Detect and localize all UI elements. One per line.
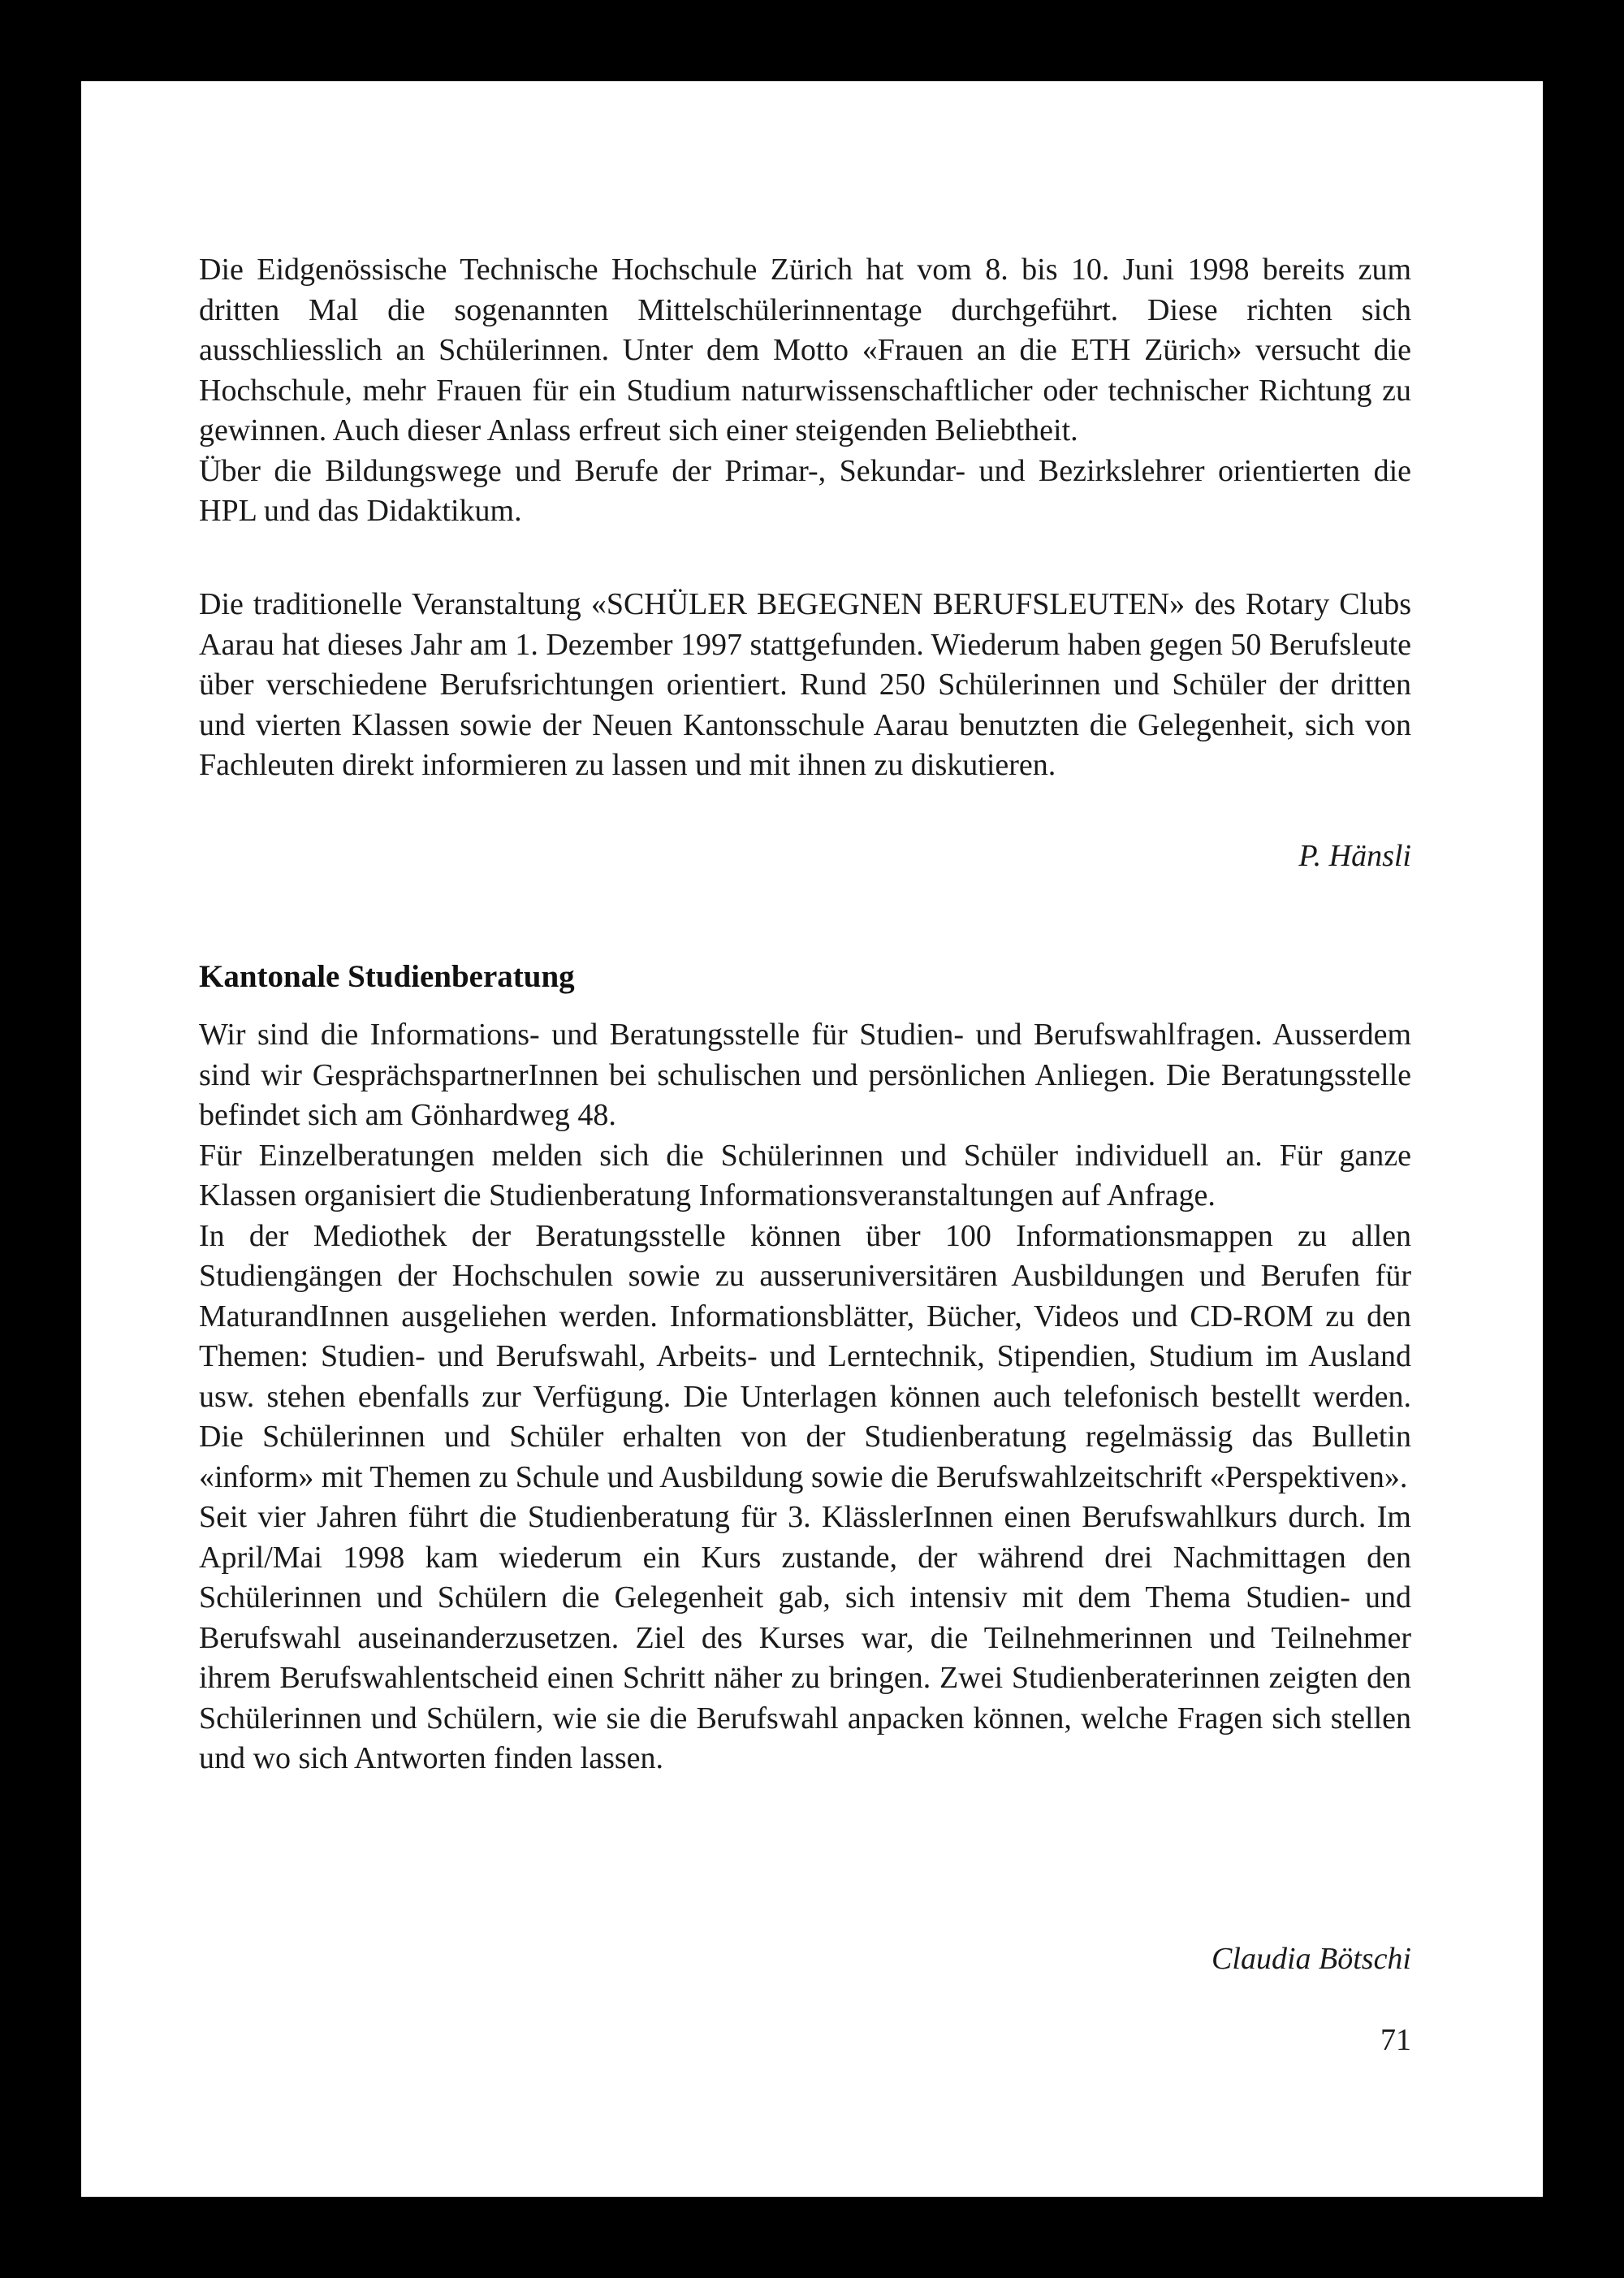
rotary-paragraph: Die traditionelle Veranstaltung «SCHÜLER BEGEGNEN BERUFSLEUTEN» des Rotary Clubs Aarau hat dieses Jahr am 1. Dezember 1997 stattgefunden. Wiederum haben gegen 50 Berufsleute über verschiedene Berufsrichtungen orientiert. Rund 250 Schülerinnen und Schüler der dritten und vierten Klassen sowie der Neuen Kantonsschule Aarau benutzten die Gelegenheit, sich von Fachleuten direkt informieren zu lassen und mit ihnen zu diskutieren. (199, 587, 1411, 782)
studienberatung-paragraph-1: Wir sind die Informations- und Beratungsstelle für Studien- und Berufswahlfragen. Ausserdem sind wir GesprächspartnerInnen bei schulischen und persönlichen Anliegen. Die Beratungsstelle befindet sich am Gönhardweg 48. (199, 1018, 1411, 1132)
rotary-section (199, 585, 1411, 786)
page-number: 71 (1380, 2023, 1411, 2057)
eth-section (199, 250, 1411, 532)
author-signature-boetschi: Claudia Bötschi (1212, 1942, 1411, 1976)
studienberatung-paragraph-2: Für Einzelberatungen melden sich die Schülerinnen und Schüler individuell an. Für ganze Klassen organisiert die Studienberatung Informationsveranstaltungen auf Anfrage. (199, 1138, 1411, 1212)
section-heading: Kantonale Studienberatung (199, 959, 575, 994)
hpl-paragraph: Über die Bildungswege und Berufe der Primar-, Sekundar- und Bezirkslehrer orientierten die HPL und das Didaktikum. (199, 453, 1411, 528)
author-signature-haensli: P. Hänsli (1298, 839, 1411, 873)
studienberatung-paragraph-4: Seit vier Jahren führt die Studienberatung für 3. KlässlerInnen einen Berufswahlkurs durch. Im April/Mai 1998 kam wiederum ein Kurs zustande, der während drei Nachmittagen den Schülerinnen und Schülern die Gelegenheit gab, sich intensiv mit dem Thema Studien- und Berufswahl auseinanderzusetzen. Ziel des Kurses war, die Teilnehmerinnen und Teilnehmer ihrem Berufswahlentscheid einen Schritt näher zu bringen. Zwei Studienberaterinnen zeigten den Schülerinnen und Schülern, wie sie die Berufswahl anpacken können, welche Fragen sich stellen und wo sich Antworten finden lassen. (199, 1500, 1411, 1775)
studienberatung-section (199, 1015, 1411, 1779)
eth-paragraph: Die Eidgenössische Technische Hochschule Zürich hat vom 8. bis 10. Juni 1998 bereits zum dritten Mal die sogenannten Mittelschülerinnentage durchgeführt. Diese richten sich ausschliesslich an Schülerinnen. Unter dem Motto «Frauen an die ETH Zürich» versucht die Hochschule, mehr Frauen für ein Studium naturwissenschaftlicher oder technischer Richtung zu gewinnen. Auch dieser Anlass erfreut sich einer steigenden Beliebtheit. (199, 253, 1411, 447)
document-page (81, 81, 1543, 2197)
studienberatung-paragraph-3: In der Mediothek der Beratungsstelle können über 100 Informationsmappen zu allen Studiengängen der Hochschulen sowie zu ausseruniversitären Ausbildungen und Berufen für MaturandInnen ausgeliehen werden. Informationsblätter, Bücher, Videos und CD-ROM zu den Themen: Studien- und Berufswahl, Arbeits- und Lerntechnik, Stipendien, Studium im Ausland usw. stehen ebenfalls zur Verfügung. Die Unterlagen können auch telefonisch bestellt werden. Die Schülerinnen und Schüler erhalten von der Studienberatung regelmässig das Bulletin «inform» mit Themen zu Schule und Ausbildung sowie die Berufswahlzeitschrift «Perspektiven». (199, 1218, 1411, 1494)
